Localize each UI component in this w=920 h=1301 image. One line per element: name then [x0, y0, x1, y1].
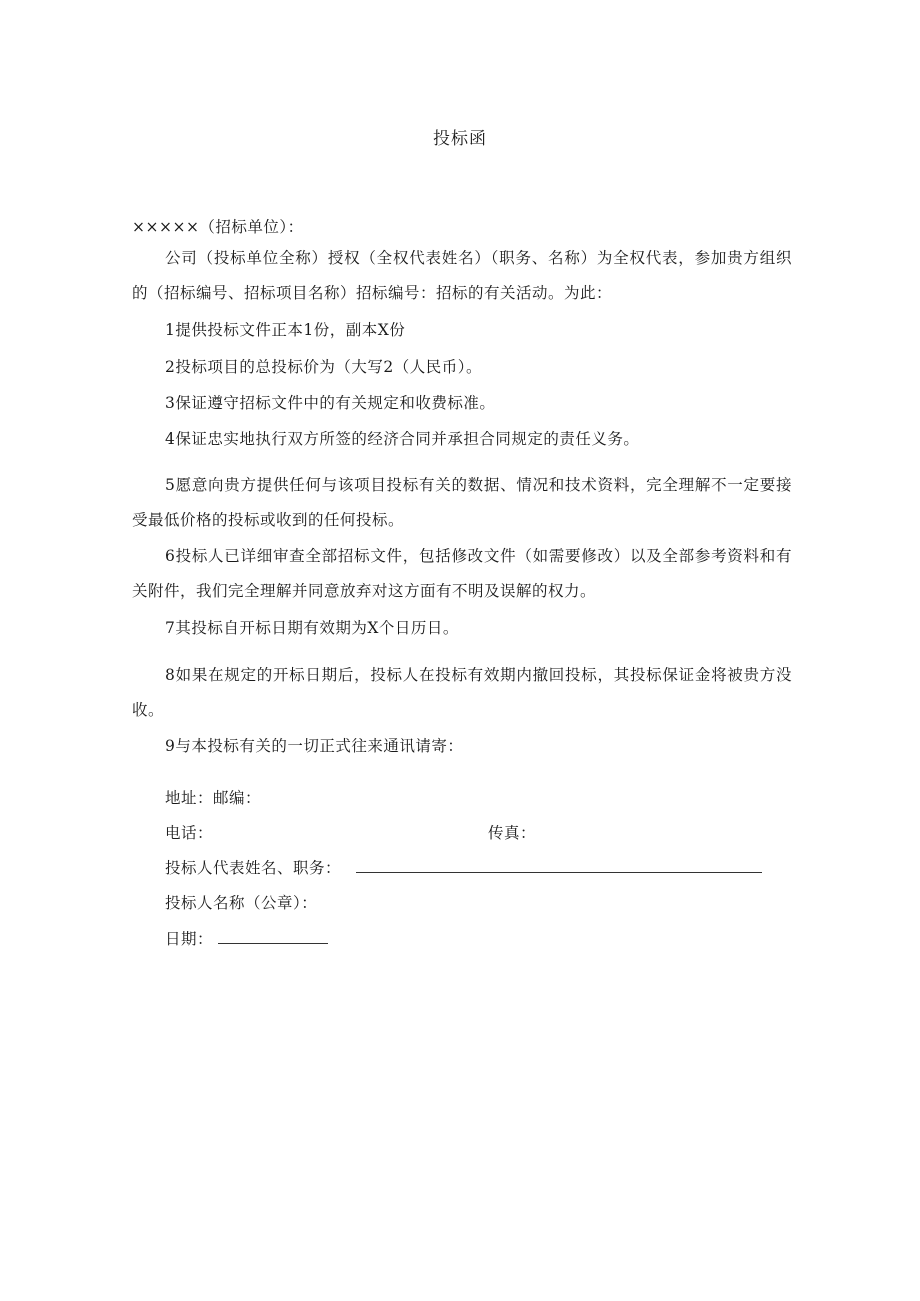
item-5: 5愿意向贵方提供任何与该项目投标有关的数据、情况和技术资料，完全理解不一定要接受最低价格的投标或收到的任何投标。: [132, 476, 792, 529]
item-1: 1提供投标文件正本1份，副本X份: [165, 321, 406, 339]
item-9: 9与本投标有关的一切正式往来通讯请寄：: [165, 737, 464, 755]
addressee: ×××××（招标单位）：: [132, 218, 304, 236]
item-2: 2投标项目的总投标价为（大写2（人民币）。: [165, 358, 482, 376]
item-7: 7其投标自开标日期有效期为X个日历日。: [165, 619, 459, 637]
date-line: [165, 927, 328, 949]
representative-label: 投标人代表姓名、职务：: [165, 859, 342, 877]
address-line: 地址：邮编：: [165, 789, 262, 807]
item-8: 8如果在规定的开标日期后，投标人在投标有效期内撤回投标，其投标保证金将被贵方没收。: [132, 666, 792, 719]
item-6: 6投标人已详细审查全部招标文件，包括修改文件（如需要修改）以及全部参考资料和有关附件，我们完全理解并同意放弃对这方面有不明及误解的权力。: [132, 547, 792, 600]
date-blank: [218, 929, 328, 944]
item-3: 3保证遵守招标文件中的有关规定和收费标准。: [165, 394, 496, 412]
representative-blank: [356, 858, 762, 873]
representative-line: [165, 856, 762, 878]
fax-label: 传真：: [488, 824, 537, 842]
item-4: 4保证忠实地执行双方所签的经济合同并承担合同规定的责任义务。: [165, 430, 640, 448]
bidder-name-label: 投标人名称（公章）：: [165, 894, 318, 912]
date-label: 日期：: [165, 930, 214, 948]
intro-paragraph: 公司（投标单位全称）授权（全权代表姓名）（职务、名称）为全权代表，参加贵方组织的（招标编号、招标项目名称）招标编号：招标的有关活动。为此：: [132, 249, 792, 302]
document-title: 投标函: [433, 129, 487, 149]
phone-label: 电话：: [165, 824, 214, 842]
